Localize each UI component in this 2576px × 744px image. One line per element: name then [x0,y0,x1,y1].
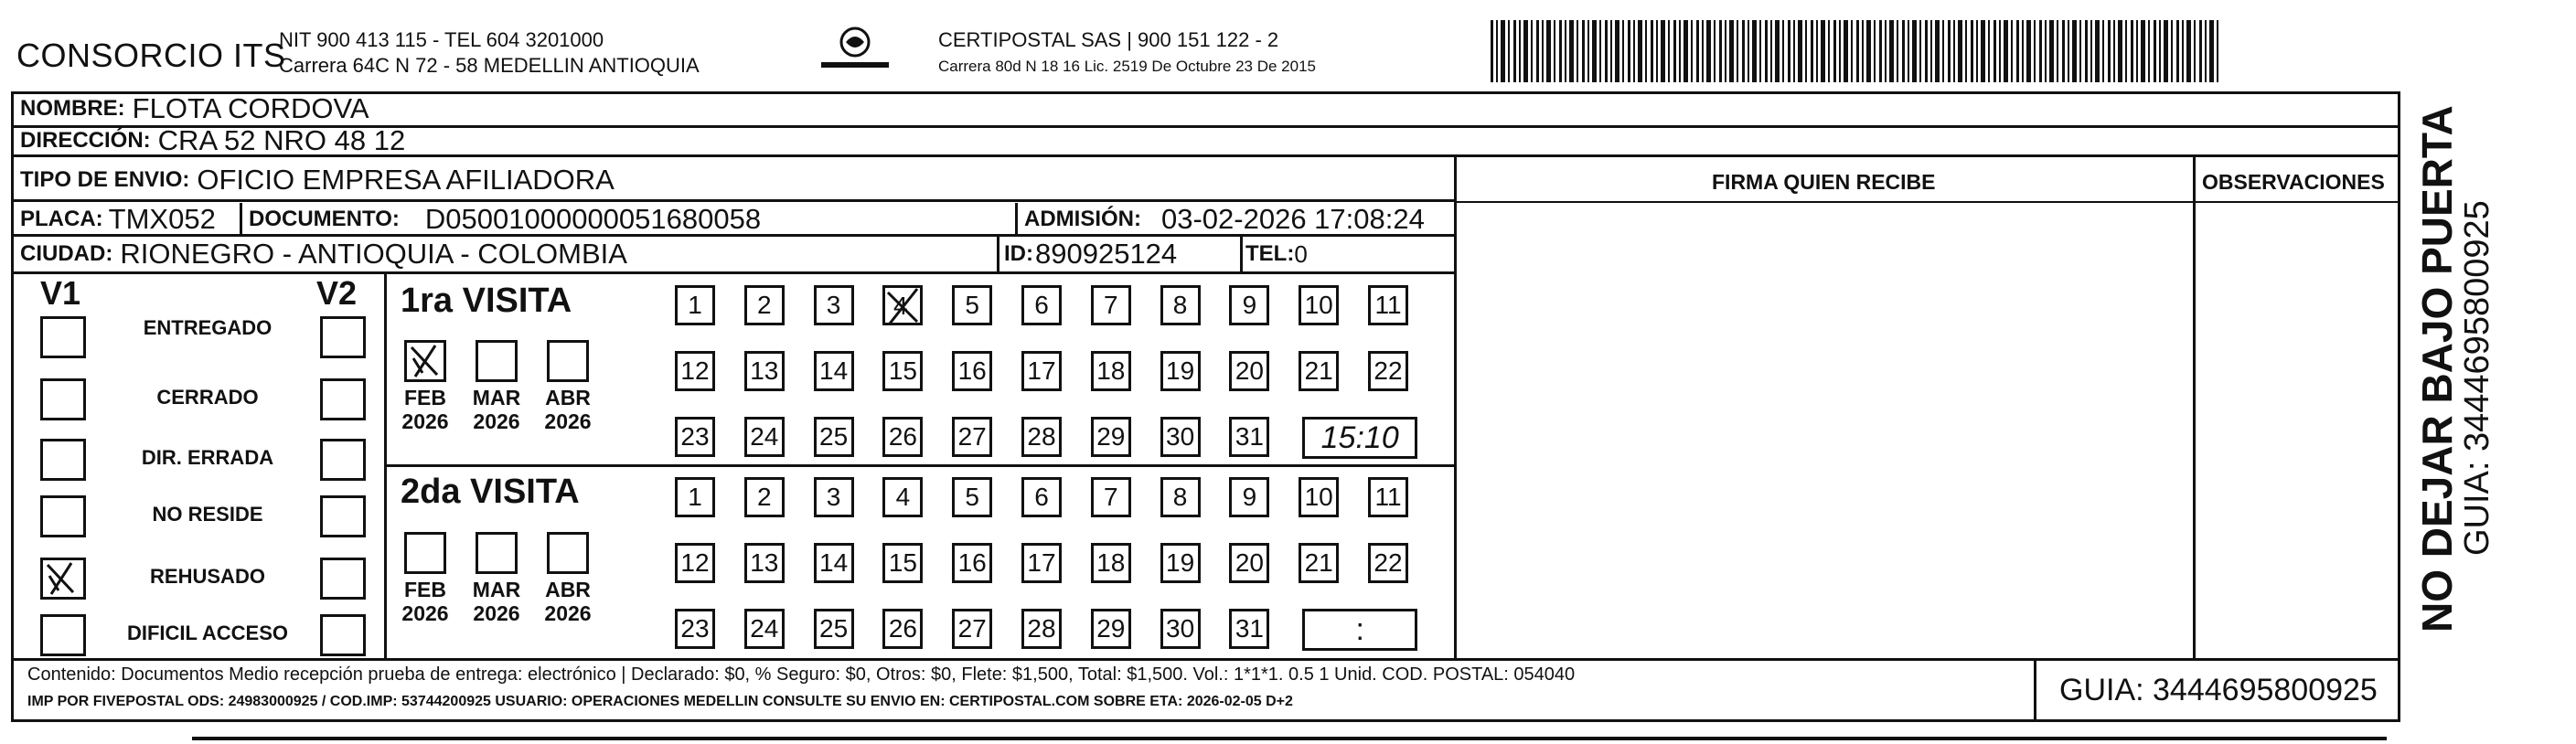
second-visit-day-box[interactable]: 27 [952,609,992,649]
first-visit-day-box[interactable]: 8 [1160,285,1201,325]
direccion-value: CRA 52 NRO 48 12 [157,124,406,156]
first-visit-title: 1ra VISITA [401,282,572,320]
second-visit-day-box[interactable]: 2 [744,477,785,517]
first-visit-day-box[interactable]: 23 [675,417,715,457]
second-visit-month-box[interactable] [547,532,589,574]
second-visit-day-box[interactable]: 21 [1299,543,1339,583]
first-visit-day-box[interactable]: 27 [952,417,992,457]
status-label: DIR. ERRADA [141,446,274,469]
first-visit-month-label: MAR 2026 [472,386,521,433]
first-visit-day-box[interactable]: 9 [1229,285,1269,325]
second-visit-day-box[interactable]: 5 [952,477,992,517]
status-label: DIFICIL ACCESO [126,622,288,644]
barcode [1491,20,2222,82]
second-visit-day-box[interactable]: 29 [1091,609,1131,649]
first-visit-day-box[interactable]: 5 [952,285,992,325]
tipo-envio-label: TIPO DE ENVIO: [20,167,190,192]
company-name: CONSORCIO ITS [16,37,286,74]
second-visit-day-box[interactable]: 3 [814,477,854,517]
courier-line: CERTIPOSTAL SAS | 900 151 122 - 2 [938,28,1279,51]
second-visit-day-box[interactable]: 1 [675,477,715,517]
first-visit-month-label: FEB 2026 [401,386,449,433]
second-visit-day-box[interactable]: 28 [1021,609,1062,649]
first-visit-day-box[interactable]: 19 [1160,351,1201,391]
v1-checkbox[interactable] [40,614,86,656]
first-visit-day-box[interactable]: 13 [744,351,785,391]
status-label: REHUSADO [150,565,265,588]
courier-address: Carrera 80d N 18 16 Lic. 2519 De Octubre 23 De 2015 [938,58,1316,75]
second-visit-day-box[interactable]: 9 [1229,477,1269,517]
first-visit-time-box[interactable]: 15:10 [1302,417,1417,459]
v1-checkbox[interactable] [40,378,86,420]
observaciones-header: OBSERVACIONES [2202,170,2385,194]
status-label: ENTREGADO [143,316,273,339]
first-visit-day-box[interactable]: 15 [882,351,923,391]
second-visit-day-box[interactable]: 24 [744,609,785,649]
second-visit-title: 2da VISITA [401,473,580,511]
nombre-label: NOMBRE: [20,96,125,121]
first-visit-day-box[interactable]: 26 [882,417,923,457]
v1-checkbox[interactable] [40,495,86,537]
v2-checkbox[interactable] [320,316,366,358]
first-visit-day-box[interactable]: 21 [1299,351,1339,391]
second-visit-time-box[interactable]: : [1302,609,1417,651]
direccion-label: DIRECCIÓN: [20,128,151,153]
second-visit-day-box[interactable]: 26 [882,609,923,649]
second-visit-day-box[interactable]: 10 [1299,477,1339,517]
placa-value: TMX052 [108,203,216,235]
v2-header: V2 [316,274,358,312]
first-visit-day-box[interactable]: 24 [744,417,785,457]
second-visit-day-box[interactable]: 4 [882,477,923,517]
second-visit-day-box[interactable]: 11 [1368,477,1408,517]
second-visit-day-box[interactable]: 6 [1021,477,1062,517]
first-visit-day-box[interactable]: 3 [814,285,854,325]
first-visit-day-box[interactable]: 11 [1368,285,1408,325]
first-visit-month-box[interactable] [547,340,589,382]
v1-checkbox[interactable] [40,439,86,481]
nombre-value: FLOTA CORDOVA [132,92,369,124]
first-visit-day-box[interactable]: 17 [1021,351,1062,391]
second-visit-day-box[interactable]: 18 [1091,543,1131,583]
documento-value: D05001000000051680058 [424,203,762,235]
second-visit-day-box[interactable]: 31 [1229,609,1269,649]
status-label: CERRADO [156,386,259,409]
second-visit-day-box[interactable]: 20 [1229,543,1269,583]
footer-content: Contenido: Documentos Medio recepción prueba de entrega: electrónico | Declarado: $0, % Seguro: $0, Otros: $0, Flete: $1,500, Total: $1,500. Vol.: 1*1*1. 0.5 1 Unid. COD. POSTAL: 054040 [27,664,1576,685]
second-visit-day-box[interactable]: 25 [814,609,854,649]
second-visit-month-box[interactable] [476,532,518,574]
first-visit-day-box[interactable]: 16 [952,351,992,391]
first-visit-day-box[interactable]: 1 [675,285,715,325]
ciudad-value: RIONEGRO - ANTIOQUIA - COLOMBIA [120,238,627,270]
second-visit-month-label: FEB 2026 [401,578,449,625]
first-visit-day-box[interactable]: 22 [1368,351,1408,391]
second-visit-day-box[interactable]: 19 [1160,543,1201,583]
first-visit-day-box[interactable]: 18 [1091,351,1131,391]
tel-label: TEL: [1245,241,1295,266]
second-visit-day-box[interactable]: 8 [1160,477,1201,517]
id-label: ID: [1004,241,1033,266]
v2-checkbox[interactable] [320,378,366,420]
side-warning: NO DEJAR BAJO PUERTA [2413,105,2461,632]
first-visit-day-box[interactable]: 29 [1091,417,1131,457]
first-visit-day-box[interactable]: 14 [814,351,854,391]
v2-checkbox[interactable] [320,439,366,481]
first-visit-day-box[interactable]: 2 [744,285,785,325]
second-visit-day-box[interactable]: 15 [882,543,923,583]
second-visit-month-label: ABR 2026 [544,578,592,625]
first-visit-month-box[interactable] [476,340,518,382]
v1-checkbox[interactable] [40,558,86,600]
first-visit-day-box[interactable]: 28 [1021,417,1062,457]
first-visit-day-box[interactable]: 20 [1229,351,1269,391]
first-visit-day-box[interactable]: 6 [1021,285,1062,325]
placa-label: PLACA: [20,207,103,231]
second-visit-day-box[interactable]: 7 [1091,477,1131,517]
admision-label: ADMISIÓN: [1024,207,1141,231]
tel-value: 0 [1294,239,1308,268]
first-visit-day-box[interactable]: 25 [814,417,854,457]
first-visit-day-box[interactable]: 30 [1160,417,1201,457]
second-visit-month-label: MAR 2026 [472,578,521,625]
v2-checkbox[interactable] [320,558,366,600]
footer-print-info: IMP POR FIVEPOSTAL ODS: 24983000925 / COD.IMP: 53744200925 USUARIO: OPERACIONES MEDELLIN CONSULTE SU ENVIO EN: CERTIPOSTAL.COM SOBRE ETA: 2026-02-05 D+2 [27,694,1293,709]
side-guia: GUIA: 3444695800925 [2458,200,2496,556]
documento-label: DOCUMENTO: [249,207,400,231]
first-visit-month-box[interactable] [404,340,446,382]
second-visit-day-box[interactable]: 30 [1160,609,1201,649]
v1-checkbox[interactable] [40,316,86,358]
first-visit-day-box[interactable]: 12 [675,351,715,391]
first-visit-day-box[interactable]: 31 [1229,417,1269,457]
second-visit-day-box[interactable]: 16 [952,543,992,583]
firma-header: FIRMA QUIEN RECIBE [1712,170,1936,194]
id-value: 890925124 [1035,238,1178,270]
v1-header: V1 [40,274,81,312]
first-visit-day-box[interactable] [882,285,923,325]
second-visit-day-box[interactable]: 14 [814,543,854,583]
tipo-envio-value: OFICIO EMPRESA AFILIADORA [197,164,615,196]
certipostal-logo [816,22,894,80]
first-visit-day-box[interactable]: 7 [1091,285,1131,325]
second-visit-day-box[interactable]: 13 [744,543,785,583]
second-visit-day-box[interactable]: 23 [675,609,715,649]
admision-value: 03-02-2026 17:08:24 [1161,203,1425,235]
company-nit: NIT 900 413 115 - TEL 604 3201000 [279,28,604,51]
ciudad-label: CIUDAD: [20,241,113,266]
second-visit-day-box[interactable]: 22 [1368,543,1408,583]
company-address: Carrera 64C N 72 - 58 MEDELLIN ANTIOQUIA [279,54,700,77]
first-visit-day-box[interactable]: 10 [1299,285,1339,325]
second-visit-month-box[interactable] [404,532,446,574]
footer-guia: GUIA: 3444695800925 [2059,673,2378,707]
second-visit-day-box[interactable]: 12 [675,543,715,583]
v2-checkbox[interactable] [320,495,366,537]
first-visit-month-label: ABR 2026 [544,386,592,433]
v2-checkbox[interactable] [320,614,366,656]
status-label: NO RESIDE [152,503,263,526]
second-visit-day-box[interactable]: 17 [1021,543,1062,583]
